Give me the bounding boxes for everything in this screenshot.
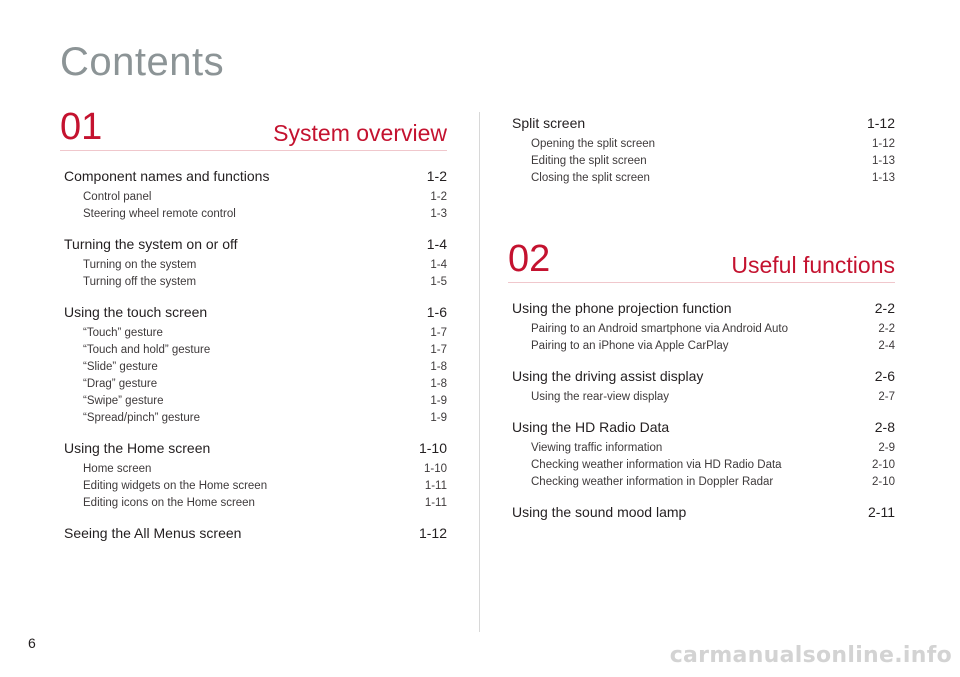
chapter-1-header bbox=[60, 108, 447, 151]
entry-title: Home screen bbox=[83, 463, 152, 475]
entry-title: Using the driving assist display bbox=[512, 368, 704, 384]
toc-section bbox=[60, 522, 447, 546]
toc-entry[interactable] bbox=[508, 416, 895, 440]
toc-subentry[interactable] bbox=[60, 206, 447, 223]
entry-page: 1-10 bbox=[418, 440, 447, 456]
entry-title: Using the phone projection function bbox=[512, 300, 732, 316]
toc-section bbox=[508, 501, 895, 525]
entry-title: “Touch” gesture bbox=[83, 327, 163, 339]
entry-page: 1-10 bbox=[423, 463, 447, 475]
entry-page: 1-12 bbox=[418, 525, 447, 541]
entry-page: 1-12 bbox=[866, 115, 895, 131]
toc-section bbox=[60, 301, 447, 427]
toc-section bbox=[60, 437, 447, 512]
chapter-2-column bbox=[508, 240, 895, 535]
entry-page: 2-9 bbox=[878, 442, 895, 454]
entry-title: Viewing traffic information bbox=[531, 442, 663, 454]
toc-section bbox=[508, 297, 895, 355]
toc-entry[interactable] bbox=[508, 297, 895, 321]
toc-entry[interactable] bbox=[60, 522, 447, 546]
entry-title: Checking weather information via HD Radio Data bbox=[531, 459, 782, 471]
chapter-1-column bbox=[60, 108, 447, 556]
entry-title: Pairing to an iPhone via Apple CarPlay bbox=[531, 340, 729, 352]
toc-entry[interactable] bbox=[60, 165, 447, 189]
entry-page: 2-2 bbox=[874, 300, 895, 316]
entry-page: 1-6 bbox=[426, 304, 447, 320]
entry-title: Opening the split screen bbox=[531, 138, 656, 150]
toc-subentry[interactable] bbox=[60, 393, 447, 410]
entry-title: Pairing to an Android smartphone via Android Auto bbox=[531, 323, 789, 335]
toc-subentry[interactable] bbox=[60, 478, 447, 495]
entry-title: Using the HD Radio Data bbox=[512, 419, 670, 435]
toc-subentry[interactable] bbox=[60, 257, 447, 274]
entry-page: 2-8 bbox=[874, 419, 895, 435]
entry-title: “Spread/pinch” gesture bbox=[83, 412, 200, 424]
entry-page: 1-7 bbox=[430, 327, 447, 339]
entry-title: Using the touch screen bbox=[64, 304, 208, 320]
toc-entry[interactable] bbox=[508, 112, 895, 136]
toc-entry[interactable] bbox=[508, 501, 895, 525]
toc-subentry[interactable] bbox=[508, 338, 895, 355]
toc-section bbox=[60, 165, 447, 223]
entry-title: Editing icons on the Home screen bbox=[83, 497, 255, 509]
entry-page: 1-8 bbox=[430, 361, 447, 373]
entry-title: Using the rear-view display bbox=[531, 391, 670, 403]
entry-page: 1-3 bbox=[430, 208, 447, 220]
entry-page: 1-4 bbox=[430, 259, 447, 271]
toc-subentry[interactable] bbox=[60, 410, 447, 427]
chapter-2-header bbox=[508, 240, 895, 283]
entry-title: Checking weather information in Doppler Radar bbox=[531, 476, 774, 488]
entry-page: 1-11 bbox=[424, 480, 447, 492]
chapter-1-continuation bbox=[508, 112, 895, 197]
page-title: Contents bbox=[60, 40, 225, 84]
toc-subentry[interactable] bbox=[60, 189, 447, 206]
entry-page: 1-9 bbox=[430, 412, 447, 424]
entry-title: Turning on the system bbox=[83, 259, 197, 271]
entry-page: 1-7 bbox=[430, 344, 447, 356]
entry-title: Closing the split screen bbox=[531, 172, 650, 184]
toc-subentry[interactable] bbox=[508, 389, 895, 406]
toc-subentry[interactable] bbox=[508, 474, 895, 491]
toc-entry[interactable] bbox=[60, 437, 447, 461]
entry-page: 1-2 bbox=[430, 191, 447, 203]
page-number: 6 bbox=[28, 635, 36, 651]
toc-subentry[interactable] bbox=[60, 495, 447, 512]
entry-page: 1-5 bbox=[430, 276, 447, 288]
toc-subentry[interactable] bbox=[60, 376, 447, 393]
entry-title: Using the sound mood lamp bbox=[512, 504, 687, 520]
entry-page: 1-2 bbox=[426, 168, 447, 184]
entry-page: 2-2 bbox=[878, 323, 895, 335]
toc-subentry[interactable] bbox=[60, 274, 447, 291]
watermark: carmanualsonline.info bbox=[669, 643, 952, 668]
toc-section bbox=[508, 365, 895, 406]
entry-page: 1-4 bbox=[426, 236, 447, 252]
entry-title: Component names and functions bbox=[64, 168, 270, 184]
entry-title: Turning off the system bbox=[83, 276, 197, 288]
chapter-title: System overview bbox=[273, 119, 447, 146]
toc-subentry[interactable] bbox=[508, 136, 895, 153]
entry-title: Editing widgets on the Home screen bbox=[83, 480, 268, 492]
toc-section bbox=[508, 416, 895, 491]
toc-subentry[interactable] bbox=[508, 457, 895, 474]
column-divider bbox=[479, 112, 480, 632]
toc-subentry[interactable] bbox=[508, 153, 895, 170]
toc-entry[interactable] bbox=[60, 301, 447, 325]
entry-page: 2-10 bbox=[871, 459, 895, 471]
entry-title: Split screen bbox=[512, 115, 586, 131]
toc-subentry[interactable] bbox=[60, 359, 447, 376]
entry-title: Steering wheel remote control bbox=[83, 208, 236, 220]
entry-page: 2-7 bbox=[878, 391, 895, 403]
entry-page: 1-13 bbox=[871, 172, 895, 184]
toc-entry[interactable] bbox=[508, 365, 895, 389]
entry-title: Control panel bbox=[83, 191, 152, 203]
entry-title: “Swipe” gesture bbox=[83, 395, 164, 407]
entry-title: Using the Home screen bbox=[64, 440, 211, 456]
entry-title: Seeing the All Menus screen bbox=[64, 525, 242, 541]
toc-subentry[interactable] bbox=[60, 461, 447, 478]
toc-subentry[interactable] bbox=[508, 170, 895, 187]
entry-title: “Slide” gesture bbox=[83, 361, 158, 373]
toc-subentry[interactable] bbox=[508, 440, 895, 457]
entry-page: 2-10 bbox=[871, 476, 895, 488]
toc-entry[interactable] bbox=[60, 233, 447, 257]
entry-page: 1-11 bbox=[424, 497, 447, 509]
toc-subentry[interactable] bbox=[508, 321, 895, 338]
chapter-number: 02 bbox=[508, 238, 551, 280]
entry-title: Turning the system on or off bbox=[64, 236, 238, 252]
toc-subentry[interactable] bbox=[60, 325, 447, 342]
entry-page: 1-9 bbox=[430, 395, 447, 407]
toc-subentry[interactable] bbox=[60, 342, 447, 359]
entry-title: “Touch and hold” gesture bbox=[83, 344, 211, 356]
toc-section bbox=[60, 233, 447, 291]
toc-section bbox=[508, 112, 895, 187]
entry-page: 1-13 bbox=[871, 155, 895, 167]
entry-page: 2-6 bbox=[874, 368, 895, 384]
entry-title: Editing the split screen bbox=[531, 155, 647, 167]
entry-page: 2-4 bbox=[878, 340, 895, 352]
entry-page: 1-8 bbox=[430, 378, 447, 390]
chapter-title: Useful functions bbox=[731, 251, 895, 278]
chapter-number: 01 bbox=[60, 106, 103, 148]
entry-page: 1-12 bbox=[871, 138, 895, 150]
entry-page: 2-11 bbox=[868, 504, 895, 520]
entry-title: “Drag” gesture bbox=[83, 378, 158, 390]
